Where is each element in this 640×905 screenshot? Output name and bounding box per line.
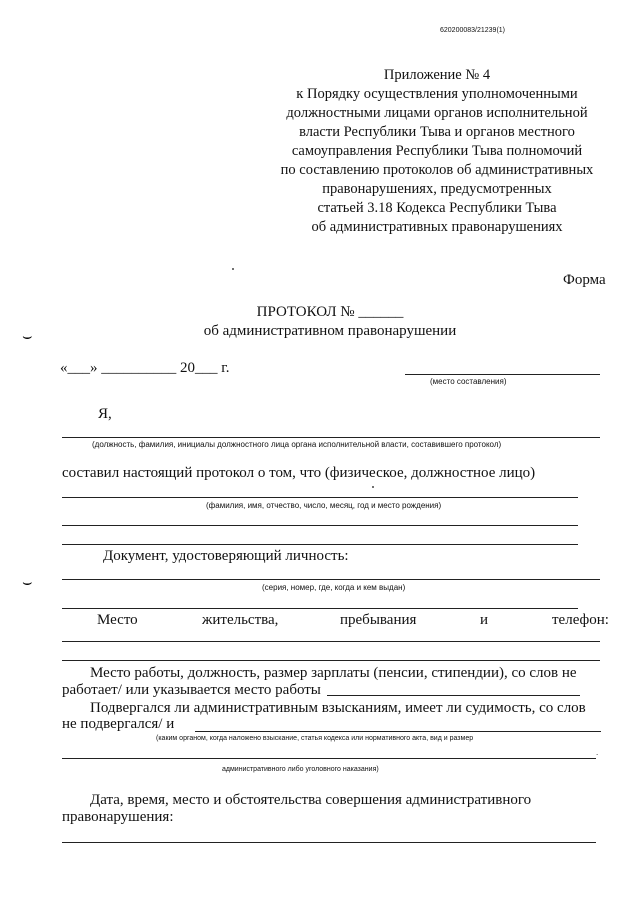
work-text-line2: работает/ или указывается место работы [62, 682, 321, 698]
residence-field-line [62, 641, 600, 642]
appendix-line: к Порядку осуществления уполномоченными [296, 86, 578, 102]
person-field-line-3 [62, 544, 578, 545]
penalty-caption-2: административного либо уголовного наказания) [222, 766, 379, 773]
appendix-line: самоуправления Республики Тыва полномочий [291, 143, 583, 159]
person-field-line-2 [62, 525, 578, 526]
id-doc-field-line-2 [62, 608, 578, 609]
margin-mark: ⌣ [22, 572, 33, 591]
circumstances-field-line [62, 842, 596, 843]
appendix-line: должностными лицами органов исполнительной [286, 105, 588, 121]
residence-word: и [480, 612, 489, 628]
id-doc-field-line [62, 579, 600, 580]
residence-field-line-2 [62, 660, 600, 661]
appendix-line: власти Республики Тыва и органов местного [299, 124, 575, 140]
id-doc-label: Документ, удостоверяющий личность: [103, 548, 349, 564]
appendix-line: по составлению протоколов об административных [280, 162, 594, 178]
work-text-line1: Место работы, должность, размер зарплаты (пенсии, стипендии), со слов не [90, 665, 577, 681]
person-caption: (фамилия, имя, отчество, число, месяц, год и место рождения) [206, 501, 442, 510]
appendix-block [268, 66, 606, 237]
place-field-line [405, 374, 600, 375]
ya-label: Я, [98, 406, 112, 422]
appendix-line: правонарушениях, предусмотренных [322, 181, 552, 197]
appendix-line: статьей 3.18 Кодекса Республики Тыва [317, 200, 557, 216]
person-field-line [62, 497, 578, 498]
scan-speck [232, 268, 234, 270]
protocol-title: ПРОТОКОЛ № ______ [256, 304, 404, 320]
margin-mark: ⌣ [22, 326, 33, 345]
circumstances-text-line2: правонарушения: [62, 809, 174, 825]
appendix-line: Приложение № 4 [383, 67, 491, 83]
official-field-line [62, 437, 600, 438]
penalty-field-line-2 [62, 758, 596, 759]
work-field-line [327, 695, 580, 696]
penalty-text-line2: не подвергался/ и [62, 716, 175, 732]
circumstances-text-line1: Дата, время, место и обстоятельства совершения административного [90, 792, 532, 808]
date-field: «___» __________ 20___ г. [60, 360, 230, 376]
composed-text: составил настоящий протокол о том, что (физическое, должностное лицо) [62, 465, 536, 481]
penalty-text-line1: Подвергался ли административным взысканиям, имеет ли судимость, со слов [90, 700, 586, 716]
official-caption: (должность, фамилия, инициалы должностного лица органа исполнительной власти, составившего протокол) [92, 440, 502, 449]
residence-word: жительства, [202, 612, 279, 628]
form-label: Форма [563, 272, 606, 288]
penalty-field-line [195, 731, 601, 732]
id-doc-caption: (серия, номер, где, когда и кем выдан) [262, 583, 406, 592]
appendix-line: об административных правонарушениях [311, 219, 563, 235]
protocol-subtitle: об административном правонарушении [203, 323, 457, 339]
residence-word: пребывания [340, 612, 417, 628]
scan-speck [372, 486, 374, 488]
document-id: 620200083/21239(1) [440, 27, 506, 34]
place-caption: (место составления) [430, 377, 507, 386]
penalty-line-end-dot: . [596, 748, 599, 757]
penalty-caption-1: (каким органом, когда наложено взыскание, статья кодекса или нормативного акта, вид и размер [156, 735, 474, 742]
residence-word: телефон: [552, 612, 609, 628]
residence-word: Место [97, 612, 138, 628]
